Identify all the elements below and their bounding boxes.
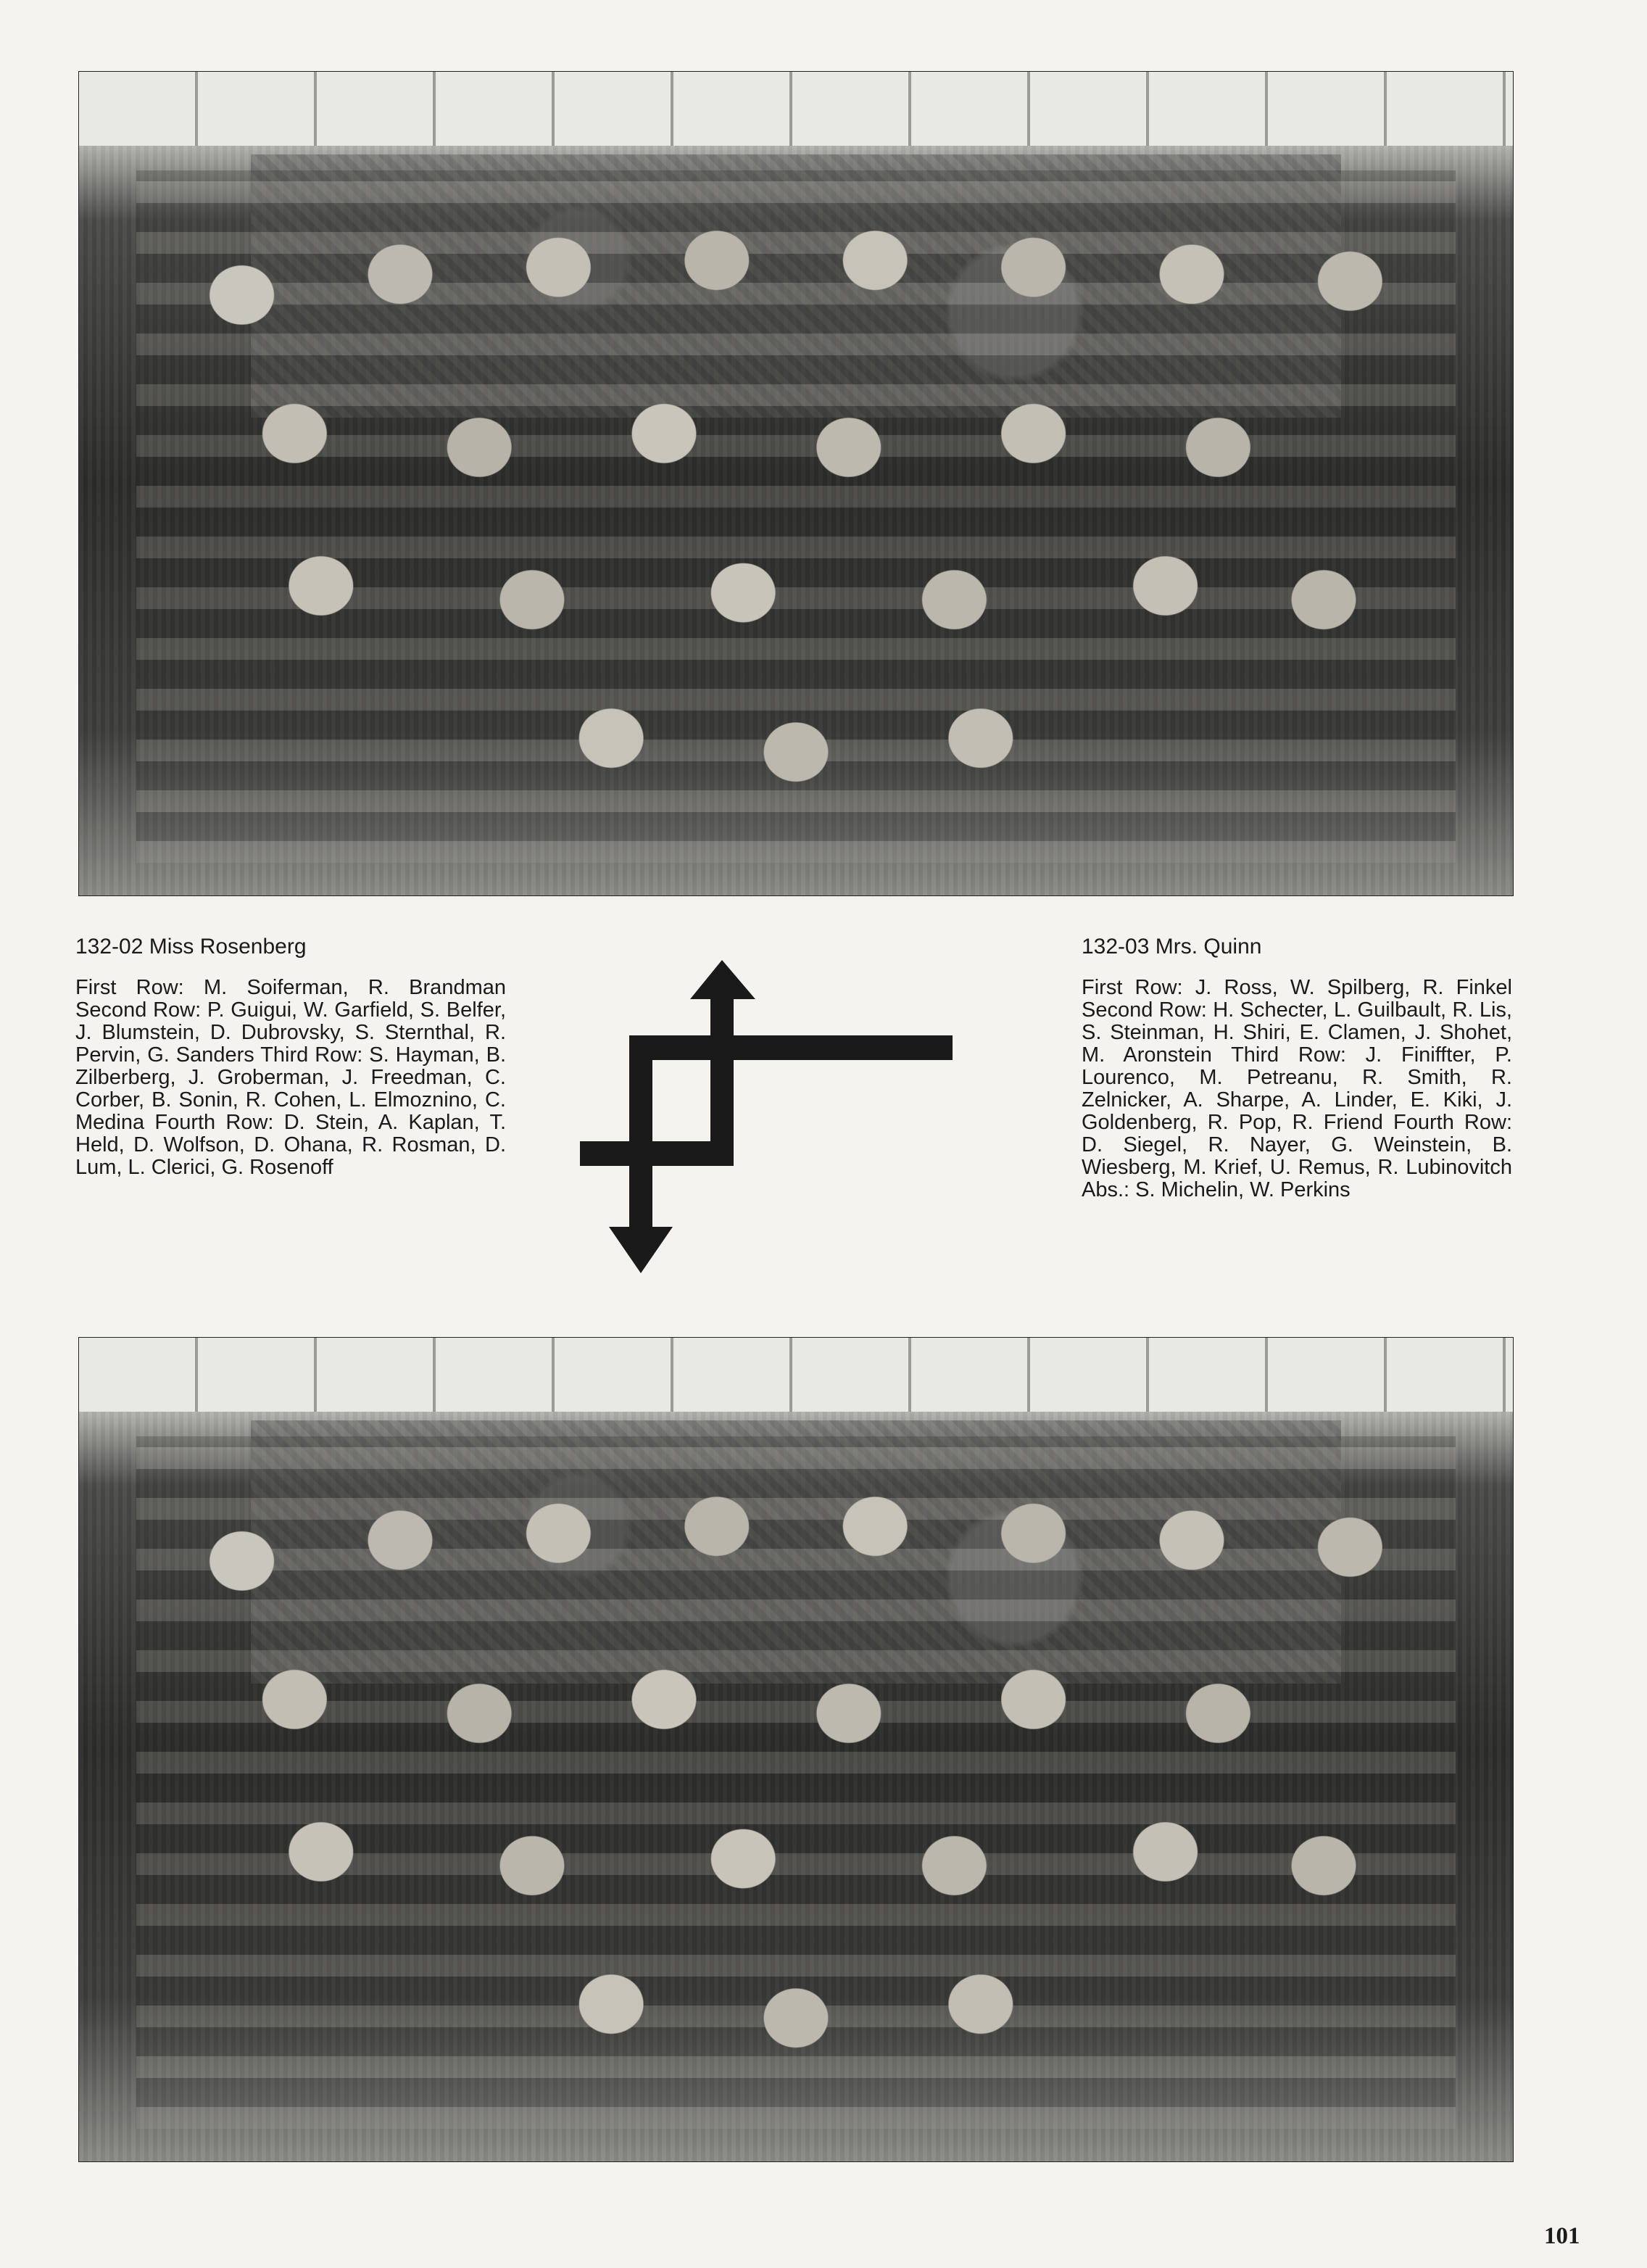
upper-bar <box>629 1035 953 1060</box>
lower-bar <box>580 1141 734 1166</box>
student-names: First Row: J. Ross, W. Spilberg, R. Finkel Second Row: H. Schecter, L. Guilbault, R. Lis, S. Steinman, H. Shiri, E. Clamen, J. Shohet, M. Aronstein Third Row: J. Finiffter, P. Lourenco, M. Petreanu, R. Smith, R. Zelnicker, A. Sharpe, A. Linder, E. Kiki, J. Goldenberg, R. Pop, R. Friend Fourth Row: D. Siegel, R. Nayer, G. Weinstein, B. Wiesberg, M. Krief, U. Remus, R. Lubinovitch Abs.: S. Michelin, W. Perkins <box>1082 976 1512 1201</box>
caption-132-02 <box>75 935 506 1179</box>
class-photo-132-02 <box>78 71 1514 896</box>
student-names: First Row: M. Soiferman, R. Brandman Second Row: P. Guigui, W. Garfield, S. Belfer, J. Blumstein, D. Dubrovsky, S. Sternthal, R. Pervin, G. Sanders Third Row: S. Hayman, B. Zilberberg, J. Groberman, J. Freedman, C. Corber, B. Sonin, R. Cohen, L. Elmoznino, C. Medina Fourth Row: D. Stein, A. Kaplan, T. Held, D. Wolfson, D. Ohana, R. Rosman, D. Lum, L. Clerici, G. Rosenoff <box>75 976 506 1179</box>
lower-stem <box>629 1141 652 1228</box>
class-title: 132-03 Mrs. Quinn <box>1082 935 1262 959</box>
ceiling-panels <box>79 1338 1513 1412</box>
stepped-double-arrow-logo-icon <box>577 954 1009 1295</box>
student-group <box>136 1436 1456 2128</box>
page-number: 101 <box>1544 2223 1580 2249</box>
class-photo-132-03 <box>78 1337 1514 2162</box>
ceiling-panels <box>79 72 1513 146</box>
student-group <box>136 170 1456 862</box>
down-arrowhead <box>609 1227 673 1273</box>
class-title: 132-02 Miss Rosenberg <box>75 935 307 959</box>
caption-132-03 <box>1082 935 1512 1201</box>
up-arrowhead <box>690 960 755 999</box>
